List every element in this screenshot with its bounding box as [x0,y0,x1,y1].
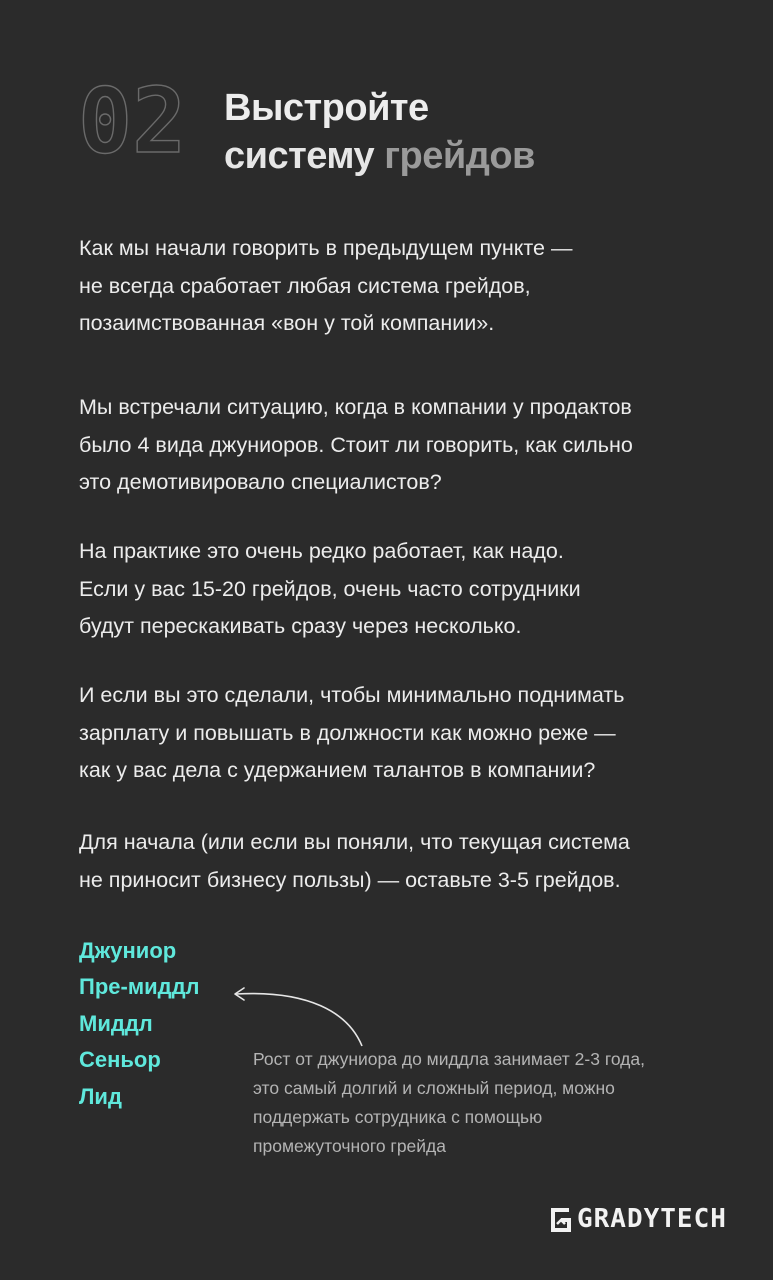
paragraph-line: будут перескакивать сразу через несколько. [79,614,522,638]
paragraph-line: не приносит бизнесу пользы) — оставьте 3-5 грейдов. [79,867,621,892]
paragraph-line: Как мы начали говорить в предыдущем пункте — [79,236,573,260]
grade-junior: Джуниор [79,938,177,963]
grade-lead: Лид [79,1084,122,1109]
grade-pre-middle: Пре-миддл [79,974,200,999]
title-word-grades: грейдов [384,135,535,177]
title-word-system: систему [224,135,375,177]
paragraph-line: позаимствованная «вон у той компании». [79,311,495,335]
paragraph-line: Для начала (или если вы поняли, что текущая система [79,830,630,854]
grade-middle: Миддл [79,1011,153,1036]
paragraph-4 [79,677,739,790]
paragraph-1 [79,230,739,343]
paragraph-line: это демотивировало специалистов? [79,470,442,494]
curved-arrow-icon [228,982,368,1052]
grade-senior: Сеньор [79,1047,161,1072]
paragraph-line: было 4 вида джуниоров. Стоит ли говорить, как сильно [79,432,633,457]
paragraph-line: не всегда сработает любая система грейдов, [79,273,531,298]
note-line: Рост от джуниора до миддла занимает 2-3 года, [253,1049,645,1069]
paragraph-line: Если у вас 15-20 грейдов, очень часто сотрудники [79,576,581,601]
note-line: это самый долгий и сложный период, можно [253,1078,615,1098]
page-title [224,84,535,180]
paragraph-line: И если вы это сделали, чтобы минимально поднимать [79,683,625,707]
title-line-1: Выстройте [224,87,429,129]
paragraph-2 [79,389,739,502]
gradytech-logo [549,1204,729,1236]
note-line: промежуточного грейда [253,1136,447,1156]
paragraph-3 [79,533,739,646]
paragraph-5 [79,824,739,899]
logo-text: GRADYTECH [577,1204,727,1234]
paragraph-line: Мы встречали ситуацию, когда в компании у продактов [79,395,632,419]
paragraph-line: На практике это очень редко работает, как надо. [79,539,564,563]
grade-note [253,1045,733,1161]
logo-g-icon [549,1206,573,1234]
paragraph-line: зарплату и повышать в должности как можно реже — [79,720,616,745]
note-line: поддержать сотрудника с помощью [253,1107,543,1127]
svg-text:02: 02 [78,78,187,160]
paragraph-line: как у вас дела с удержанием талантов в компании? [79,758,596,782]
section-number [78,78,194,160]
